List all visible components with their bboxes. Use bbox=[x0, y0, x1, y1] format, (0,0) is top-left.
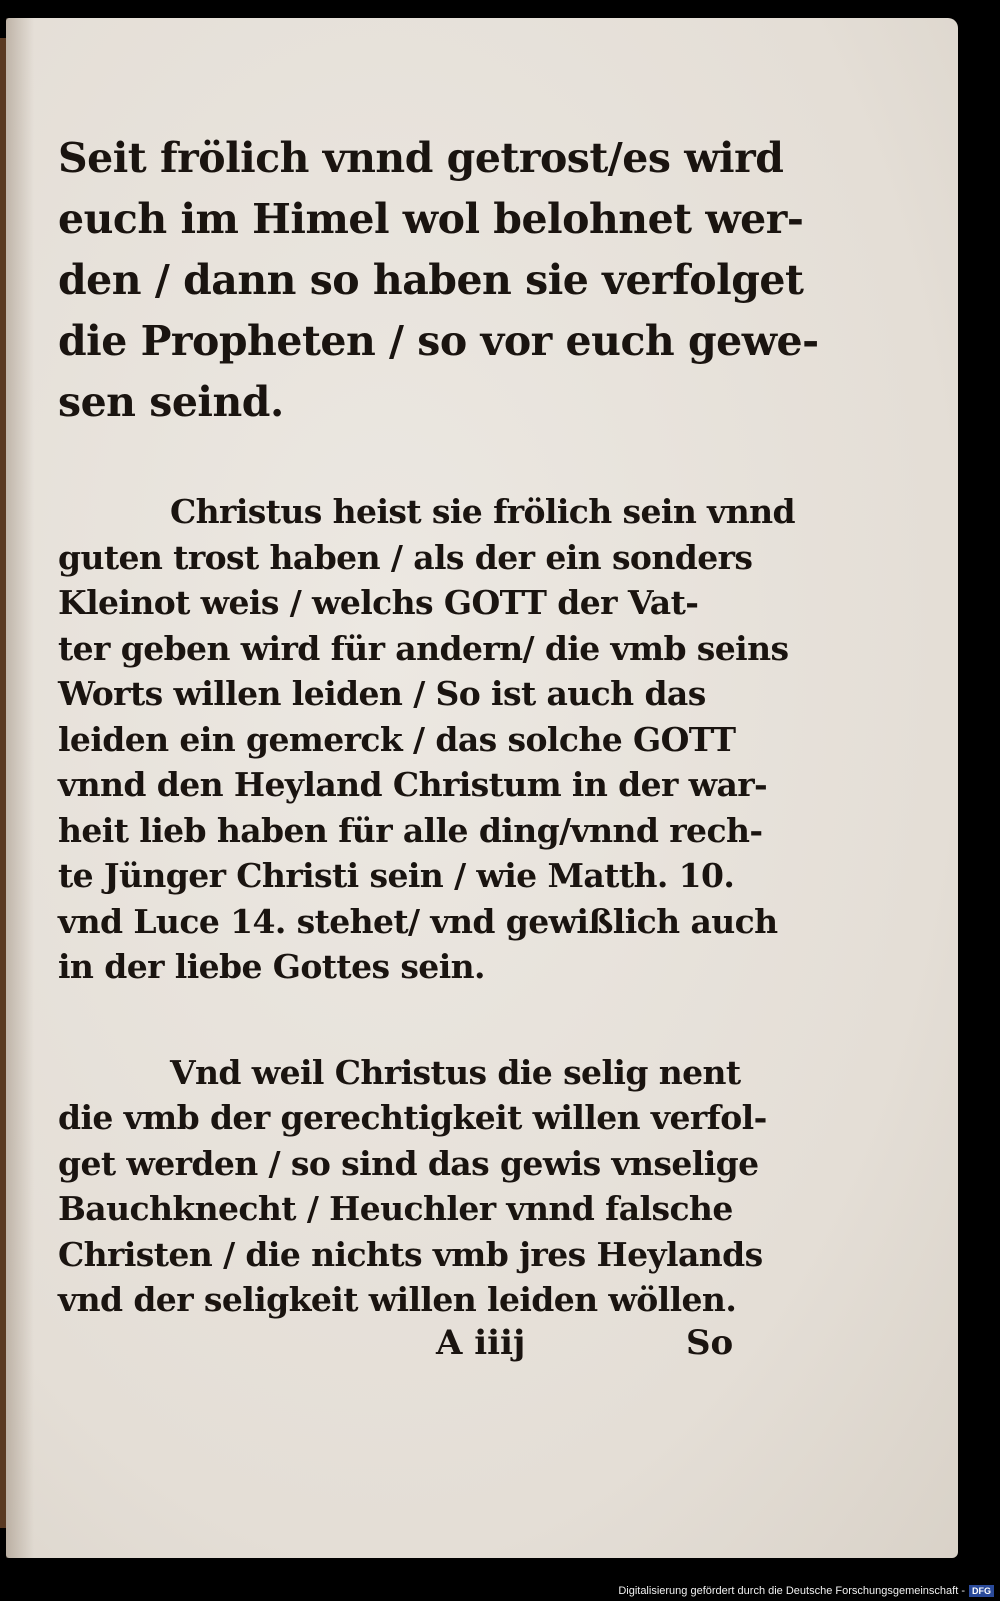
para1-line: ter geben wird für andern/ die vmb seins bbox=[58, 628, 789, 668]
para1-line: heit lieb haben für alle ding/vnnd rech- bbox=[58, 810, 763, 850]
verse-line: euch im Himel wol belohnet wer- bbox=[58, 195, 804, 243]
dfg-logo: DFG bbox=[969, 1585, 994, 1597]
credit-text: Digitalisierung gefördert durch die Deutsche Forschungsgemeinschaft - bbox=[618, 1585, 965, 1597]
para2-line: die vmb der gerechtigkeit willen verfol- bbox=[58, 1098, 767, 1137]
para1-line: Kleinot weis / welchs GOTT der Vat- bbox=[58, 583, 699, 622]
para2-line: get werden / so sind das gewis vnselige bbox=[58, 1143, 759, 1183]
gutter-shadow bbox=[6, 18, 34, 1558]
verse-line: die Propheten / so vor euch gewe- bbox=[58, 317, 819, 365]
page-text bbox=[58, 128, 819, 1323]
bible-verse bbox=[58, 128, 819, 433]
verse-line: Seit frölich vnnd getrost/es wird bbox=[58, 134, 784, 182]
para1-line: te Jünger Christi sein / wie Matth. 10. bbox=[58, 856, 735, 895]
verse-line: den / dann so haben sie verfolget bbox=[58, 256, 804, 304]
para1-line: leiden ein gemerck / das solche GOTT bbox=[58, 719, 736, 759]
catchword: So bbox=[686, 1323, 734, 1363]
para1-line: guten trost haben / als der ein sonders bbox=[58, 537, 753, 577]
para1-line: vnd Luce 14. stehet/ vnd gewißlich auch bbox=[58, 901, 778, 941]
funding-credit bbox=[618, 1585, 994, 1597]
verse-line: sen seind. bbox=[58, 378, 284, 426]
commentary-paragraph-1 bbox=[58, 489, 795, 990]
para1-line: in der liebe Gottes sein. bbox=[58, 947, 485, 986]
para1-line: Worts willen leiden / So ist auch das bbox=[58, 674, 706, 713]
para1-line: Christus heist sie frölich sein vnnd bbox=[170, 492, 795, 531]
signature-mark: A iiij bbox=[436, 1323, 526, 1363]
para1-line: vnnd den Heyland Christum in der war- bbox=[58, 765, 768, 804]
book-page bbox=[6, 18, 958, 1558]
commentary-paragraph-2 bbox=[58, 1050, 778, 1323]
para2-line: Christen / die nichts vmb jres Heylands bbox=[58, 1234, 763, 1274]
para2-line: Vnd weil Christus die selig nent bbox=[170, 1052, 741, 1092]
para2-line: Bauchknecht / Heuchler vnnd falsche bbox=[58, 1189, 733, 1228]
para2-line: vnd der seligkeit willen leiden wöllen. bbox=[58, 1280, 737, 1319]
